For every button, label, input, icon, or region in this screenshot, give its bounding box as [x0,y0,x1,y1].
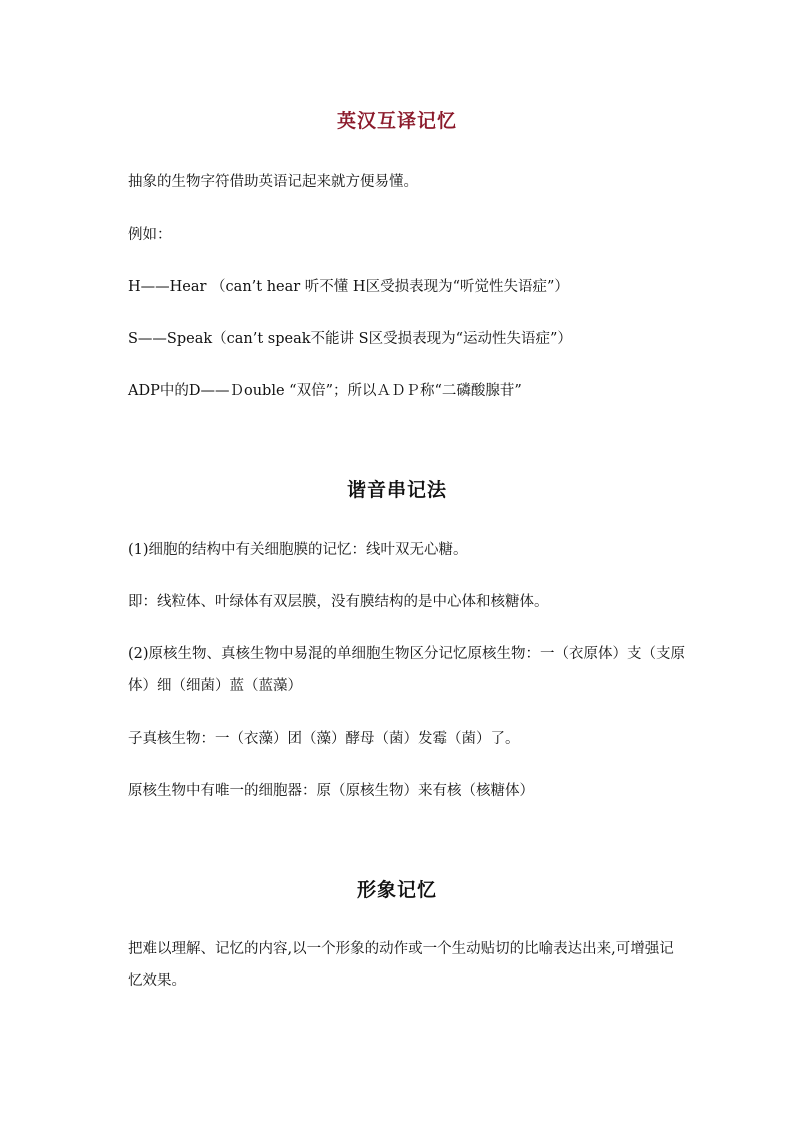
paragraph: (1)细胞的结构中有关细胞膜的记忆：线叶双无心糖。 [128,542,468,558]
paragraph: S——Speak（can’t speak不能讲 S区受损表现为“运动性失语症”） [128,331,572,347]
paragraph: (2)原核生物、真核生物中易混的单细胞生物区分记忆原核生物：一（衣原体）支（支原体）细（细菌）蓝（蓝藻） [128,646,686,694]
paragraph: 子真核生物：一（衣藻）团（藻）酵母（菌）发霉（菌）了。 [128,731,520,747]
paragraph: H——Hear （can’t hear 听不懂 H区受损表现为“听觉性失语症”） [128,279,569,295]
paragraph: 例如： [128,227,172,243]
paragraph: 即：线粒体、叶绿体有双层膜，没有膜结构的是中心体和核糖体。 [128,594,549,610]
paragraph: ADP中的D——Ｄouble “双倍”；所以ＡＤＰ称“二磷酸腺苷” [128,383,522,399]
paragraph: 抽象的生物字符借助英语记起来就方便易懂。 [128,174,418,190]
section-3-title: 形象记忆 [356,879,437,901]
paragraph: 把难以理解、记忆的内容,以一个形象的动作或一个生动贴切的比喻表达出来,可增强记忆效果。 [128,941,674,989]
section-2-title: 谐音串记法 [346,479,447,501]
section-1-title: 英汉互译记忆 [336,110,457,132]
paragraph: 原核生物中有唯一的细胞器：原（原核生物）来有核（核糖体） [128,783,534,799]
